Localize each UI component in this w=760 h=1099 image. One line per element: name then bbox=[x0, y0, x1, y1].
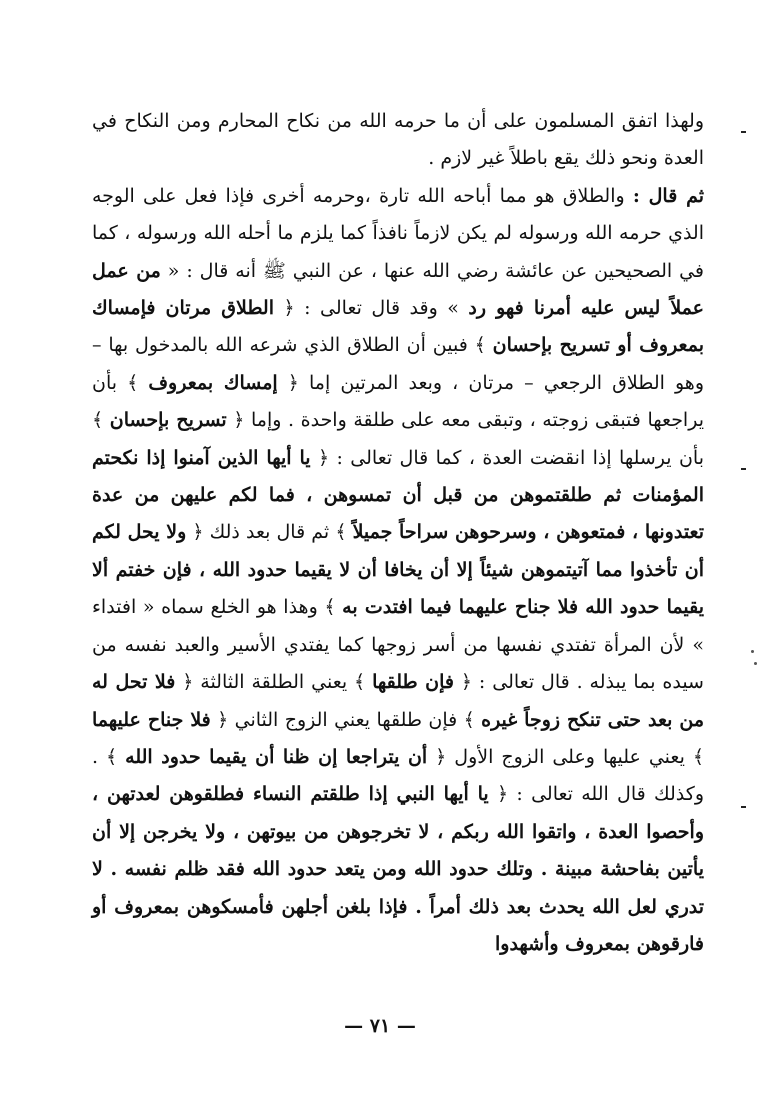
text-run: والطلاق هو مما أباحه الله تارة ،وحرمه أخرى فإذا فعل على الوجه الذي حرمه الله ورسوله لم يكن لازماً نافذاً كما يلزم ما أحله الله ورسوله ، كما في الصحيحين عن عائشة رضي الله عنها ، عن النبي ﷺ أنه قال : « bbox=[92, 184, 705, 282]
bold-text: فإن طلقها bbox=[372, 671, 454, 694]
margin-tick bbox=[741, 468, 746, 470]
bold-text: أن يتراجعا إن ظنا أن يقيما حدود الله bbox=[125, 745, 428, 768]
bold-text: ثم قال : bbox=[632, 184, 704, 207]
text-run: ﴾ ثم قال بعد ذلك ﴿ bbox=[186, 521, 353, 544]
bold-text: تسريح بإحسان bbox=[109, 409, 227, 432]
bold-text: فلا جناح عليهما bbox=[92, 708, 211, 731]
text-run: ولهذا اتفق المسلمون على أن ما حرمه الله من نكاح المحارم ومن النكاح في العدة ونحو ذلك يقع باطلاً غير لازم . bbox=[92, 110, 704, 170]
text-run: ﴾ بأن يراجعها فتبقى زوجته ، وتبقى معه على طلقة واحدة . وإما ﴿ bbox=[92, 371, 704, 432]
bold-text: يا أيها الذين آمنوا إذا نكحتم المؤمنات ثم طلقتموهن من قبل أن تمسوهن ، فما لكم عليهن من عدة تعتدونها ، فمتعوهن ، وسرحوهن سراحاً جميلاً bbox=[92, 446, 705, 544]
margin-speck bbox=[751, 650, 754, 653]
text-run: ﴾ وهذا هو الخلع سماه « افتداء » لأن المرأة تفتدي نفسها من أسر زوجها كما يفتدي الأسير والعبد نفسه من سيده بما يبذله . قال تعالى : ﴿ bbox=[92, 596, 704, 694]
text-run: ﴾ فإن طلقها يعني الزوج الثاني ﴿ bbox=[210, 708, 482, 731]
bold-text: فلا تحل له من بعد حتى تنكح زوجاً غيره bbox=[92, 671, 704, 731]
bold-text: الطلاق مرتان فإمساك بمعروف أو تسريح بإحسان bbox=[92, 297, 704, 357]
text-run: ﴾ يعني عليها وعلى الزوج الأول ﴿ bbox=[427, 745, 704, 768]
page-number: — ٧١ — bbox=[344, 1015, 416, 1037]
paragraph bbox=[92, 103, 704, 178]
margin-tick bbox=[741, 806, 746, 808]
text-run: ﴾ بأن يرسلها إذا انقضت العدة ، كما قال تعالى : ﴿ bbox=[92, 409, 704, 469]
text-run: » وقد قال تعالى : ﴿ bbox=[274, 297, 469, 320]
text-run: ﴾ فبين أن الطلاق الذي شرعه الله بالمدخول بها – وهو الطلاق الرجعي – مرتان ، وبعد المرتين إما ﴿ bbox=[92, 334, 705, 394]
bold-text: ولا يحل لكم أن تأخذوا مما آتيتموهن شيئاً إلا أن يخافا أن لا يقيما حدود الله ، فإن خفتم ألا يقيما حدود الله فلا جناح عليهما فيما افتدت به bbox=[92, 521, 704, 619]
text-run: ﴾ . وكذلك قال الله تعالى : ﴿ bbox=[92, 745, 705, 806]
margin-tick bbox=[741, 131, 746, 133]
bold-text: من عمل عملاً ليس عليه أمرنا فهو رد bbox=[92, 259, 704, 320]
text-run: ﴾ يعني الطلقة الثالثة ﴿ bbox=[175, 671, 373, 694]
body-text bbox=[92, 103, 704, 963]
bold-text: إمساك بمعروف bbox=[148, 371, 278, 394]
margin-speck bbox=[754, 662, 757, 665]
paragraph bbox=[92, 178, 704, 964]
bold-text: يا أيها النبي إذا طلقتم النساء فطلقوهن لعدتهن ، وأحصوا العدة ، واتقوا الله ربكم ، لا تخرجوهن من بيوتهن ، ولا يخرجن إلا أن يأتين بفاحشة مبينة . وتلك حدود الله ومن يتعد حدود الله فقد ظلم نفسه . لا تدري لعل الله يحدث بعد ذلك أمراً . فإذا بلغن أجلهن فأمسكوهن بمعروف أو فارقوهن بمعروف وأشهدوا bbox=[92, 783, 704, 955]
